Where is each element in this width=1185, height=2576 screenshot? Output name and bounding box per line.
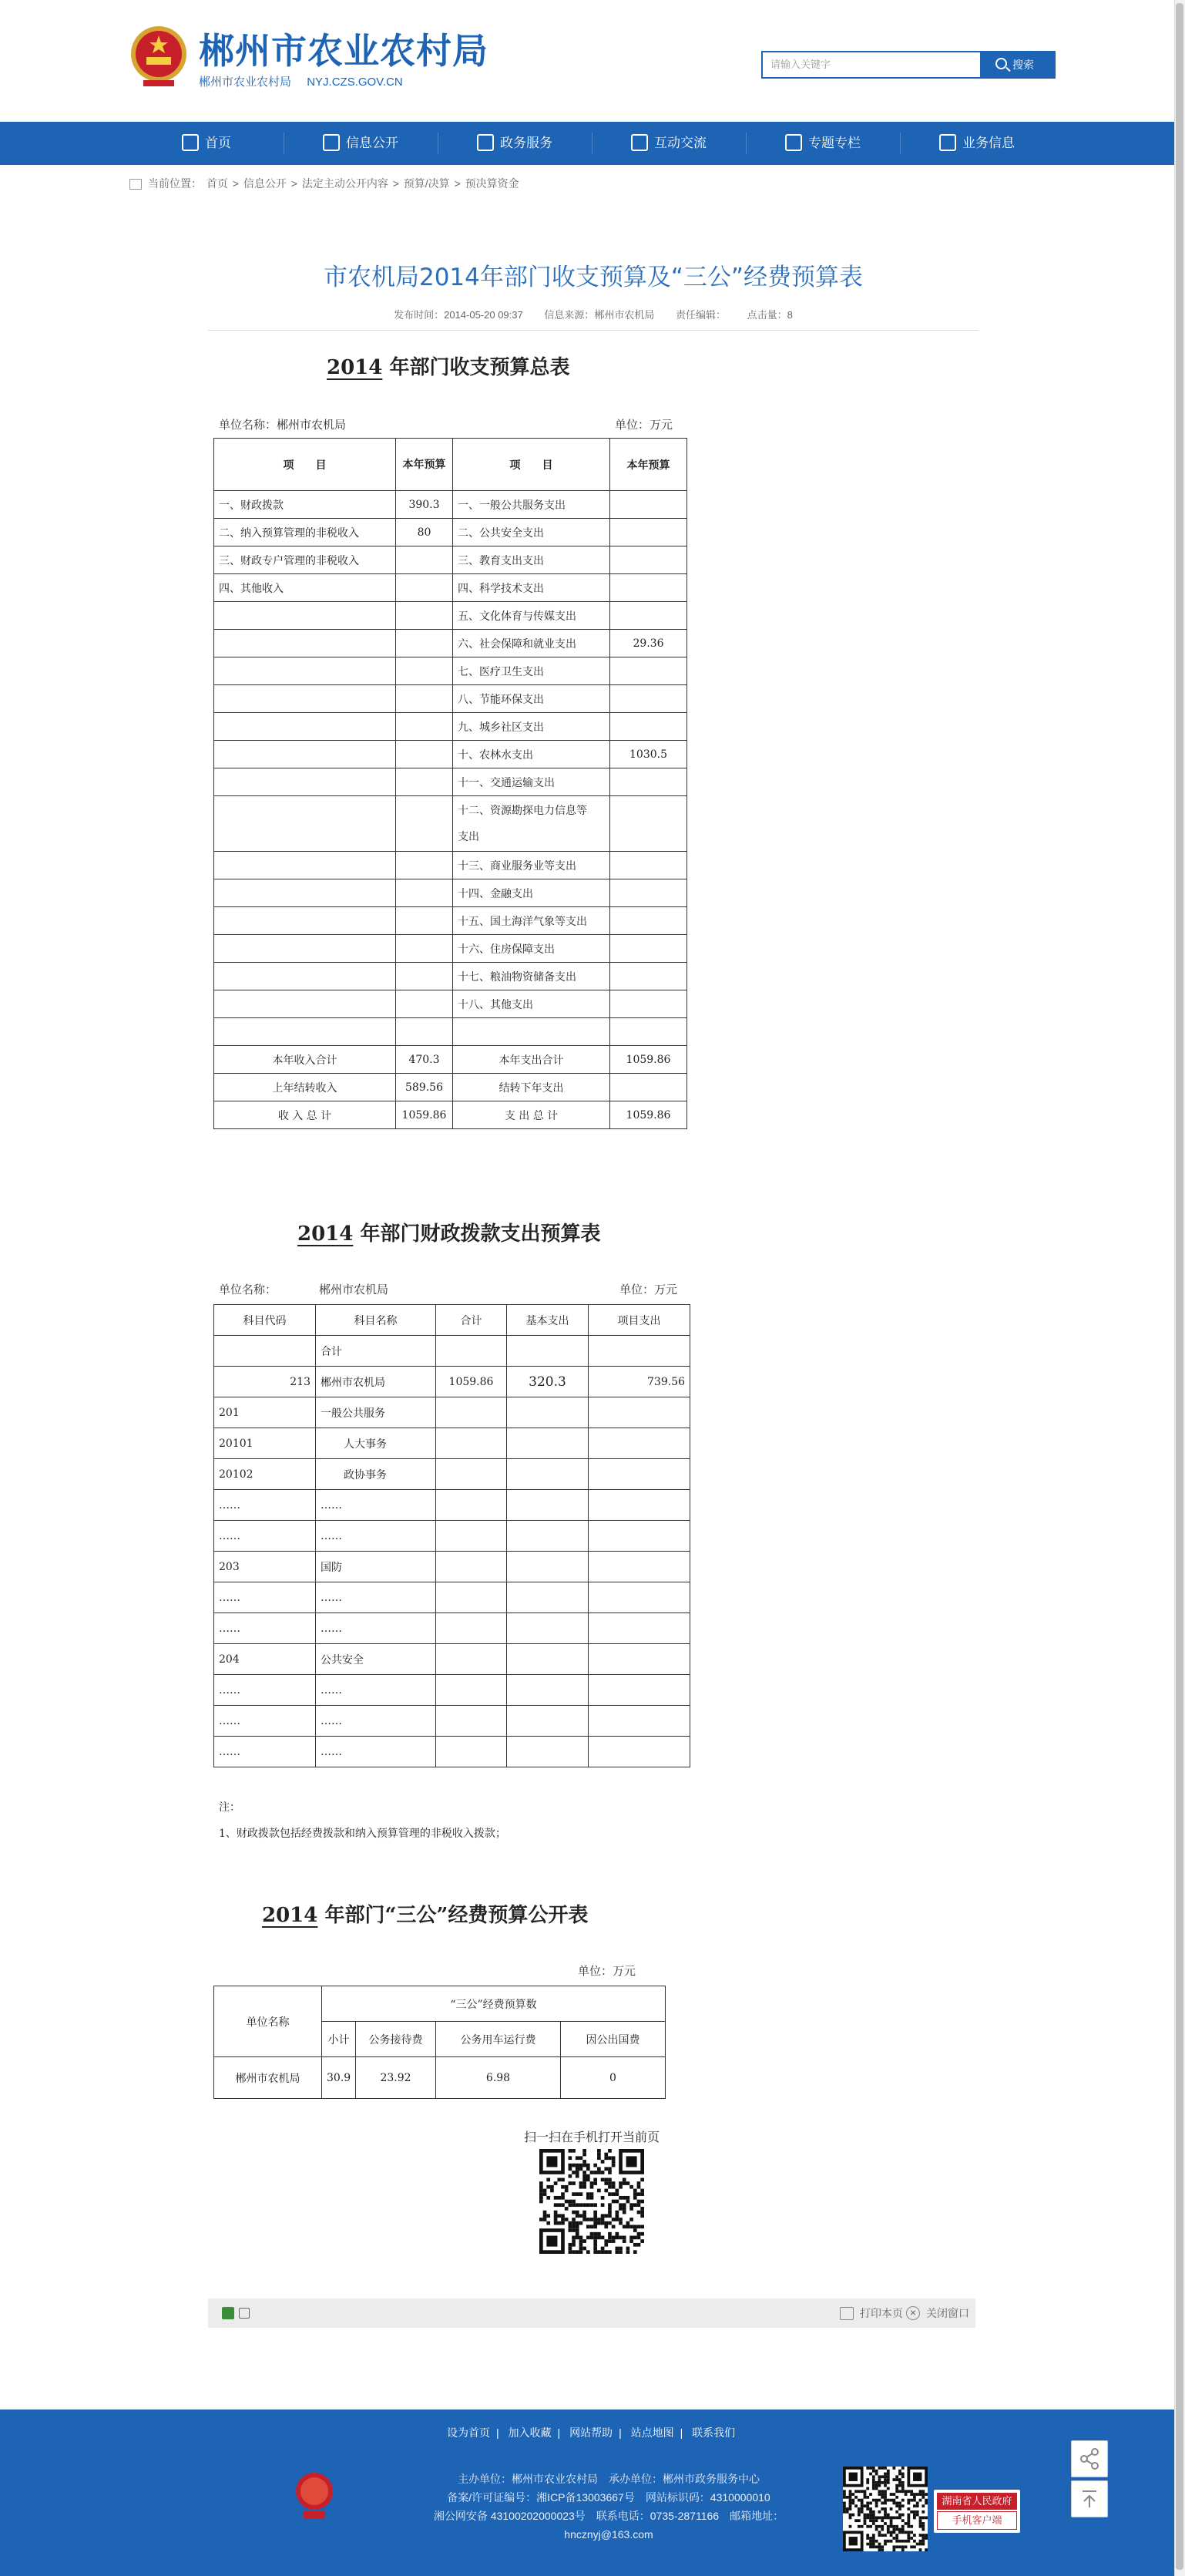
cell: 一般公共服务: [316, 1397, 436, 1428]
breadcrumb-separator: >: [232, 177, 239, 190]
cell: [436, 1613, 507, 1644]
table1-title-text: 年部门收支预算总表: [389, 356, 570, 379]
footer-icp: 备案/许可证编号：湘ICP备13003667号 网站标识码：4310000010: [447, 2491, 770, 2504]
cell: [214, 1018, 396, 1046]
cell: 30.9: [322, 2057, 356, 2099]
article-meta: [208, 307, 979, 321]
nav-label: 政务服务: [500, 136, 552, 150]
cell: [589, 1336, 690, 1367]
footer-police: 湘公网安备 43100202000023号 联系电话：0735-2871166 邮箱地址：: [433, 2510, 784, 2522]
cell: [214, 630, 396, 657]
table1-year: 2014: [327, 356, 383, 379]
cell: [507, 1459, 589, 1490]
site-title[interactable]: 郴州市农业农村局: [199, 30, 488, 72]
search-input[interactable]: 请输入关键字: [761, 51, 982, 79]
nav-item-business[interactable]: [901, 122, 1052, 165]
cell: 郴州市农机局: [316, 1367, 436, 1397]
gov-app-subtitle: 手机客户端: [937, 2511, 1017, 2530]
cell: ……: [316, 1582, 436, 1613]
camera-share-icon[interactable]: [239, 2308, 250, 2319]
print-button[interactable]: 打印本页: [840, 2299, 903, 2328]
close-window-button[interactable]: × 关闭窗口: [906, 2299, 969, 2328]
site-sub-name: 郴州市农业农村局: [199, 76, 292, 89]
cell: 科目名称: [316, 1305, 436, 1336]
table3-year: 2014: [262, 1904, 318, 1927]
cell: 十五、国土海洋气象等支出: [453, 907, 610, 935]
cell: “三公”经费预算数: [322, 1986, 666, 2022]
cell: 上年结转收入: [214, 1074, 396, 1101]
cell: [396, 990, 453, 1018]
cell: [214, 852, 396, 879]
qr-code-icon: [539, 2149, 644, 2254]
cell: 三、教育支出支出: [453, 546, 610, 574]
cell: [436, 1552, 507, 1582]
cell: [436, 1675, 507, 1706]
main-nav: [0, 122, 1174, 165]
cell: [507, 1552, 589, 1582]
note-text: 1、财政拨款包括经费拨款和纳入预算管理的非税收入拨款；: [219, 1828, 506, 1840]
cell: [507, 1521, 589, 1552]
breadcrumb-item[interactable]: 预决算资金: [465, 177, 519, 190]
cell: [214, 907, 396, 935]
nav-label: 互动交流: [654, 136, 707, 150]
cell: 合计: [436, 1305, 507, 1336]
site-header: [0, 0, 1174, 122]
divider: [208, 330, 979, 331]
nav-item-home[interactable]: [131, 122, 282, 165]
cell: [610, 574, 687, 602]
cell: [589, 1397, 690, 1428]
search-button[interactable]: [982, 51, 1056, 79]
cell: [214, 796, 396, 852]
footer-qr-code-icon: [843, 2467, 928, 2551]
cell: [589, 1552, 690, 1582]
cell: 郴州市农机局: [214, 2057, 322, 2099]
cell: [436, 1490, 507, 1521]
cell: 本年预算: [396, 439, 453, 491]
cell: [610, 852, 687, 879]
cell: [610, 1018, 687, 1046]
cell: ……: [214, 1706, 316, 1737]
cell: [396, 963, 453, 990]
cell: 204: [214, 1644, 316, 1675]
cell: 公共安全: [316, 1644, 436, 1675]
breadcrumb-separator: >: [392, 177, 399, 190]
building-icon: [939, 134, 956, 151]
cell: 九、城乡社区支出: [453, 713, 610, 741]
cell: [610, 1074, 687, 1101]
cell: 四、科学技术支出: [453, 574, 610, 602]
cell: 四、其他收入: [214, 574, 396, 602]
cell: 本年支出合计: [453, 1046, 610, 1074]
cell: [610, 657, 687, 685]
cell: 1059.86: [610, 1046, 687, 1074]
chat-icon: [631, 134, 648, 151]
cell: [610, 796, 687, 852]
cell: 80: [396, 519, 453, 546]
wechat-share-icon[interactable]: [222, 2307, 234, 2319]
cell: [214, 935, 396, 963]
edit-icon: [477, 134, 494, 151]
layers-icon: [785, 134, 802, 151]
cell: ……: [316, 1675, 436, 1706]
cell: [396, 1018, 453, 1046]
info-source: 信息来源：郴州市农机局: [544, 309, 655, 321]
cell: 470.3: [396, 1046, 453, 1074]
cell: 一、财政拨款: [214, 491, 396, 519]
cell: ……: [214, 1737, 316, 1767]
site-footer: [0, 2410, 1174, 2576]
cell: 本年收入合计: [214, 1046, 396, 1074]
breadcrumb-separator: >: [290, 177, 297, 190]
table1-unit-name: 单位名称：郴州市农机局: [219, 418, 347, 432]
cell: 合计: [316, 1336, 436, 1367]
footer-info: [408, 2470, 809, 2544]
cell: [610, 602, 687, 630]
cell: [396, 630, 453, 657]
nav-label: 专题专栏: [808, 136, 861, 150]
cell: [396, 574, 453, 602]
cell: [453, 1018, 610, 1046]
table2-unit-name-label: 单位名称：: [219, 1283, 277, 1296]
cell: [507, 1675, 589, 1706]
search-icon: [995, 58, 1007, 69]
cell: [507, 1706, 589, 1737]
cell: 十四、金融支出: [453, 879, 610, 907]
cell: [436, 1706, 507, 1737]
cell: [396, 879, 453, 907]
table3-title-text: 年部门“三公”经费预算公开表: [324, 1904, 589, 1927]
cell: [589, 1490, 690, 1521]
cell: [507, 1490, 589, 1521]
cell: 390.3: [396, 491, 453, 519]
cell: ……: [214, 1521, 316, 1552]
cell: 6.98: [436, 2057, 561, 2099]
cell: [214, 768, 396, 796]
cell: [589, 1644, 690, 1675]
breadcrumb-item[interactable]: 信息公开: [243, 177, 287, 190]
three-public-table: [213, 1986, 666, 2099]
nav-item-info-public[interactable]: [285, 122, 436, 165]
cell: 一、一般公共服务支出: [453, 491, 610, 519]
cell: [436, 1521, 507, 1552]
article-toolbar: [208, 2299, 975, 2328]
qr-caption: 扫一扫在手机打开当前页: [524, 2131, 660, 2144]
table2-title: [297, 1218, 600, 1246]
cell: [610, 990, 687, 1018]
cell: 七、医疗卫生支出: [453, 657, 610, 685]
cell: [214, 963, 396, 990]
cell: 项目支出: [589, 1305, 690, 1336]
cell: [507, 1613, 589, 1644]
editor: 责任编辑：: [676, 309, 727, 321]
cell: 五、文化体育与传媒支出: [453, 602, 610, 630]
nav-item-special[interactable]: [747, 122, 898, 165]
cell: 项 目: [453, 439, 610, 491]
cell: 203: [214, 1552, 316, 1582]
site-domain: NYJ.CZS.GOV.CN: [307, 76, 403, 89]
cell: [610, 768, 687, 796]
cell: ……: [214, 1613, 316, 1644]
cell: ……: [316, 1737, 436, 1767]
cell: 0: [561, 2057, 666, 2099]
cell: ……: [214, 1675, 316, 1706]
cell: [507, 1336, 589, 1367]
cell: 六、社会保障和就业支出: [453, 630, 610, 657]
cell: 国防: [316, 1552, 436, 1582]
cell: [396, 935, 453, 963]
cell: ……: [214, 1490, 316, 1521]
footer-link[interactable]: 站点地图: [630, 2426, 674, 2439]
nav-label: 业务信息: [962, 136, 1015, 150]
footer-link[interactable]: 设为首页: [447, 2426, 490, 2439]
cell: ……: [214, 1582, 316, 1613]
cell: [396, 602, 453, 630]
cell: 十、农林水支出: [453, 741, 610, 768]
cell: [589, 1613, 690, 1644]
footer-email: hncznyj@163.com: [564, 2528, 653, 2541]
cell: [610, 935, 687, 963]
cell: 十三、商业服务业等支出: [453, 852, 610, 879]
back-to-top-button[interactable]: [1071, 2480, 1108, 2517]
nav-divider: [746, 133, 747, 154]
cell: 十八、其他支出: [453, 990, 610, 1018]
cell: 1030.5: [610, 741, 687, 768]
cell: 结转下年支出: [453, 1074, 610, 1101]
cell: 基本支出: [507, 1305, 589, 1336]
footer-link[interactable]: 联系我们: [692, 2426, 736, 2439]
cell: 因公出国费: [561, 2022, 666, 2057]
cell: [507, 1737, 589, 1767]
cell: [589, 1582, 690, 1613]
cell: [589, 1459, 690, 1490]
cell: [589, 1706, 690, 1737]
cell: [610, 519, 687, 546]
cell: [436, 1397, 507, 1428]
breadcrumb-item[interactable]: 首页: [206, 177, 228, 190]
budget-summary-table: [213, 438, 687, 1129]
cell: [396, 852, 453, 879]
cell: [214, 990, 396, 1018]
cell: 本年预算: [610, 439, 687, 491]
cell: [436, 1582, 507, 1613]
cell: 23.92: [356, 2057, 436, 2099]
cell: [507, 1428, 589, 1459]
cell: [214, 879, 396, 907]
cell: [214, 602, 396, 630]
scrollbar-thumb[interactable]: [1176, 3, 1183, 2570]
party-gov-badge-icon[interactable]: [293, 2471, 336, 2521]
footer-link[interactable]: 网站帮助: [569, 2426, 613, 2439]
cell: 三、财政专户管理的非税收入: [214, 546, 396, 574]
cell: 政协事务: [316, 1459, 436, 1490]
national-emblem-icon: [129, 23, 188, 89]
nav-item-interaction[interactable]: [593, 122, 744, 165]
cell: [436, 1737, 507, 1767]
cell: 十七、粮油物资储备支出: [453, 963, 610, 990]
cell: 小计: [322, 2022, 356, 2057]
table1-unit: 单位：万元: [615, 418, 673, 432]
cell: [396, 657, 453, 685]
cell: [589, 1521, 690, 1552]
cell: ……: [316, 1490, 436, 1521]
footer-links: 设为首页 | 加入收藏 | 网站帮助 | 站点地图 | 联系我们: [447, 2426, 736, 2439]
cell-text: 支出: [458, 830, 479, 843]
cell: 十一、交通运输支出: [453, 768, 610, 796]
site-subtitle: [199, 73, 415, 89]
cell: 人大事务: [316, 1428, 436, 1459]
cell: [610, 685, 687, 713]
cell: ……: [316, 1613, 436, 1644]
cell: [507, 1397, 589, 1428]
breadcrumb-separator: >: [454, 177, 461, 190]
appropriation-table: [213, 1304, 690, 1767]
cell: 单位名称: [214, 1986, 322, 2057]
cell: 项 目: [214, 439, 396, 491]
cell: [453, 796, 610, 852]
cell: 320.3: [507, 1367, 589, 1397]
cell: 29.36: [610, 630, 687, 657]
search-button-label: 搜索: [1012, 59, 1034, 71]
cell: [610, 546, 687, 574]
cell: [610, 907, 687, 935]
cell: 1059.86: [610, 1101, 687, 1129]
cell: [589, 1675, 690, 1706]
cell: 589.56: [396, 1074, 453, 1101]
cell: 201: [214, 1397, 316, 1428]
footer-host: 主办单位：郴州市农业农村局 承办单位：郴州市政务服务中心: [458, 2473, 760, 2485]
cell: [396, 713, 453, 741]
cell: 八、节能环保支出: [453, 685, 610, 713]
cell: ……: [316, 1521, 436, 1552]
home-icon: [129, 179, 142, 190]
cell: [214, 713, 396, 741]
table2-title-text: 年部门财政拨款支出预算表: [360, 1222, 601, 1246]
cell: 二、公共安全支出: [453, 519, 610, 546]
cell: 支 出 总 计: [453, 1101, 610, 1129]
cell: 1059.86: [396, 1101, 453, 1129]
cell: 科目代码: [214, 1305, 316, 1336]
cell: [396, 796, 453, 852]
cell: [396, 907, 453, 935]
share-float-button[interactable]: [1071, 2440, 1108, 2477]
cell: 十六、住房保障支出: [453, 935, 610, 963]
breadcrumb-item[interactable]: 法定主动公开内容: [301, 177, 388, 190]
cell: [507, 1644, 589, 1675]
cell: [436, 1428, 507, 1459]
cell: ……: [316, 1706, 436, 1737]
cell: [396, 685, 453, 713]
cell-text: 十二、资源勘探电力信息等: [458, 804, 587, 817]
gov-app-title: 湖南省人民政府: [937, 2493, 1017, 2510]
cell: [436, 1644, 507, 1675]
cell: [396, 768, 453, 796]
note-title: 注：: [219, 1801, 240, 1814]
cell: [214, 741, 396, 768]
table3-title: [262, 1899, 588, 1928]
cell: 公务用车运行费: [436, 2022, 561, 2057]
cell: 20101: [214, 1428, 316, 1459]
arrow-up-icon: [1072, 2481, 1107, 2517]
cell: 1059.86: [436, 1367, 507, 1397]
cell: 213: [214, 1367, 316, 1397]
gov-app-badge[interactable]: [934, 2490, 1020, 2533]
cell: 收 入 总 计: [214, 1101, 396, 1129]
cell: [214, 685, 396, 713]
nav-item-gov-service[interactable]: [439, 122, 590, 165]
table2-unit: 单位：万元: [619, 1283, 678, 1296]
document-icon: [323, 134, 340, 151]
nav-label: 首页: [205, 136, 231, 150]
cell: 20102: [214, 1459, 316, 1490]
cell: [436, 1459, 507, 1490]
cell: [396, 546, 453, 574]
table1-title: [327, 351, 569, 380]
cell: [436, 1336, 507, 1367]
view-count: 点击量：8: [747, 309, 793, 321]
cell: [214, 1336, 316, 1367]
article-title: 市农机局2014年部门收支预算及“三公”经费预算表: [323, 264, 863, 291]
cell: [589, 1737, 690, 1767]
share-icon: [1072, 2441, 1107, 2477]
cell: [507, 1582, 589, 1613]
table2-unit-name: 郴州市农机局: [319, 1283, 389, 1296]
home-icon: [182, 134, 199, 151]
cell: 739.56: [589, 1367, 690, 1397]
breadcrumb: [129, 176, 521, 191]
nav-label: 信息公开: [346, 136, 398, 150]
cell: [610, 713, 687, 741]
cell: [214, 657, 396, 685]
table2-year: 2014: [297, 1222, 354, 1246]
cell: [610, 879, 687, 907]
breadcrumb-item[interactable]: 预算/决算: [403, 177, 450, 190]
cell: [589, 1428, 690, 1459]
cell: [396, 741, 453, 768]
cell: [610, 963, 687, 990]
cell: 二、纳入预算管理的非税收入: [214, 519, 396, 546]
breadcrumb-prefix: 当前位置：: [148, 177, 202, 190]
cell: 公务接待费: [356, 2022, 436, 2057]
nav-divider: [900, 133, 901, 154]
cell: [610, 491, 687, 519]
footer-link[interactable]: 加入收藏: [508, 2426, 552, 2439]
table3-unit: 单位：万元: [578, 1964, 636, 1978]
publish-time: 发布时间：2014-05-20 09:37: [394, 309, 523, 321]
